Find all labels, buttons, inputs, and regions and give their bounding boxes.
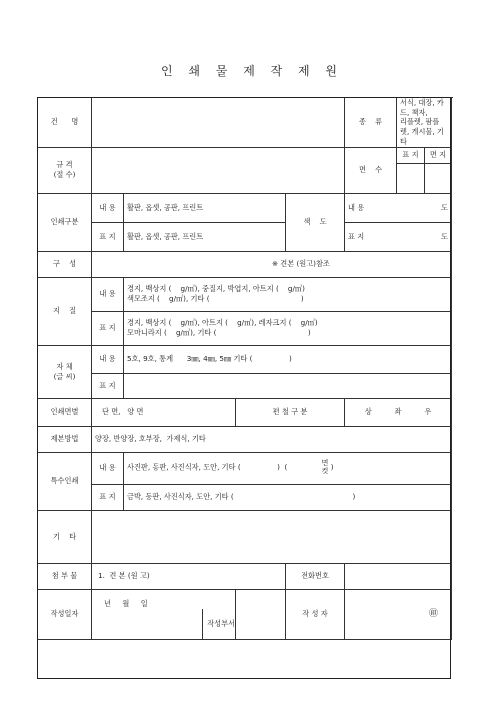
brace-cut: 컷 — [321, 467, 329, 476]
paper-cover-value — [124, 311, 452, 345]
composition-note: ※ 견본 (원고)참조 — [272, 259, 330, 269]
phone-field[interactable] — [345, 563, 452, 589]
color-cover-cell[interactable] — [345, 222, 452, 251]
print-type-label: 인쇄구분 — [38, 193, 92, 251]
subject-label: 건 명 — [38, 98, 92, 148]
dept-label: 작성부서 — [202, 609, 235, 639]
color-cover-label: 표 지 — [348, 231, 365, 241]
paper-cover-line1: 경지, 백상지 ( g/㎡), 아트지 ( g/㎡), 레자크지 ( g/㎡) — [127, 318, 318, 328]
color-label: 색 도 — [286, 193, 345, 251]
paper-cover-label: 표 지 — [92, 311, 124, 345]
special-cover-label: 표 지 — [92, 484, 124, 510]
dept-field[interactable] — [236, 589, 286, 639]
font-content-value: 5호, 9호, 통계 3㎜, 4㎜, 5㎜ 기타 ( ) — [124, 345, 452, 373]
written-date-value: 년 월 일 — [104, 599, 148, 609]
paper-content-line2: 색모조지 ( g/㎡), 기타 ( ) — [127, 294, 304, 304]
etc-label: 기 타 — [38, 510, 92, 563]
binding-method-label: 제본방법 — [38, 426, 92, 452]
form-title: 인 쇄 물 제 작 제 원 — [160, 64, 344, 78]
etc-field[interactable] — [92, 510, 452, 563]
paper-cover-line2: 모마니라지 ( g/㎡), 기타 ( ) — [127, 328, 311, 338]
subject-field[interactable] — [92, 98, 345, 148]
paper-content-label: 내 용 — [92, 277, 124, 311]
print-side-value: 단 면, 양 면 — [92, 398, 236, 426]
kind-label: 종 류 — [345, 98, 397, 148]
phone-label: 전화번호 — [286, 563, 345, 589]
attachment-value: 1. 견 본 (원 고) — [92, 563, 286, 589]
special-content-label: 내 용 — [92, 452, 124, 484]
face-col-cover: 표 지 — [397, 147, 425, 163]
color-content-cell[interactable] — [345, 193, 452, 222]
color-cover-unit: 도 — [441, 231, 448, 241]
binding-side-label: 편 철 구 분 — [236, 398, 345, 426]
writer-field[interactable] — [345, 589, 452, 639]
special-print-label: 특수인쇄 — [38, 452, 92, 510]
color-content-unit: 도 — [441, 202, 448, 212]
print-cover-value: 활판, 옵셋, 공판, 프린트 — [124, 222, 286, 251]
font-content-label: 내 용 — [92, 345, 124, 373]
writer-label: 작 성 자 — [286, 589, 345, 639]
spec-label: 규 격 (절 수) — [38, 147, 92, 193]
brace-face: 면 — [321, 459, 329, 468]
print-content-value: 활판, 옵셋, 공판, 프린트 — [124, 193, 286, 222]
font-cover-label: 표 지 — [92, 373, 124, 398]
print-cover-label: 표 지 — [92, 222, 124, 251]
print-side-label: 인쇄면별 — [38, 398, 92, 426]
spec-form-table — [37, 97, 452, 640]
paper-content-value — [124, 277, 452, 311]
spec-field[interactable] — [92, 147, 345, 193]
face-col-endpaper: 면 지 — [425, 147, 452, 163]
attachment-label: 첨 부 물 — [38, 563, 92, 589]
print-content-label: 내 용 — [92, 193, 124, 222]
special-content-text: 사진판, 동판, 사진식자, 도안, 기타 ( ) ( — [127, 463, 288, 473]
binding-side-value: 상 좌 우 — [345, 398, 452, 426]
face-endpaper-field[interactable] — [425, 163, 452, 193]
composition-label: 구 성 — [38, 251, 92, 277]
seal-mark: ㊞ — [428, 609, 438, 620]
font-label: 자 체 (글 씨) — [38, 345, 92, 398]
brace-close: ) — [330, 463, 334, 473]
special-cover-value: 금박, 동판, 사진식자, 도안, 기타 ( ) — [124, 484, 452, 510]
color-content-label: 내 용 — [348, 202, 365, 212]
special-content-value — [124, 452, 452, 484]
paper-content-line1: 경지, 백상지 ( g/㎡), 중질지, 박엽지, 아트지 ( g/㎡) — [127, 284, 305, 294]
paper-label: 지 질 — [38, 277, 92, 345]
face-cut-brace — [322, 460, 329, 475]
font-cover-field[interactable] — [124, 373, 452, 398]
binding-method-value: 양장, 반양장, 호부장, 가제식, 기타 — [92, 426, 452, 452]
face-count-label: 면 수 — [345, 147, 397, 193]
written-date-cell[interactable] — [92, 589, 236, 639]
face-cover-field[interactable] — [397, 163, 425, 193]
kind-value: 서식, 대장, 카드, 책자, 리플렛, 팜플렛, 게시물, 기타 — [397, 98, 452, 148]
written-date-label: 작성일자 — [38, 589, 92, 639]
composition-note-cell — [92, 251, 452, 277]
